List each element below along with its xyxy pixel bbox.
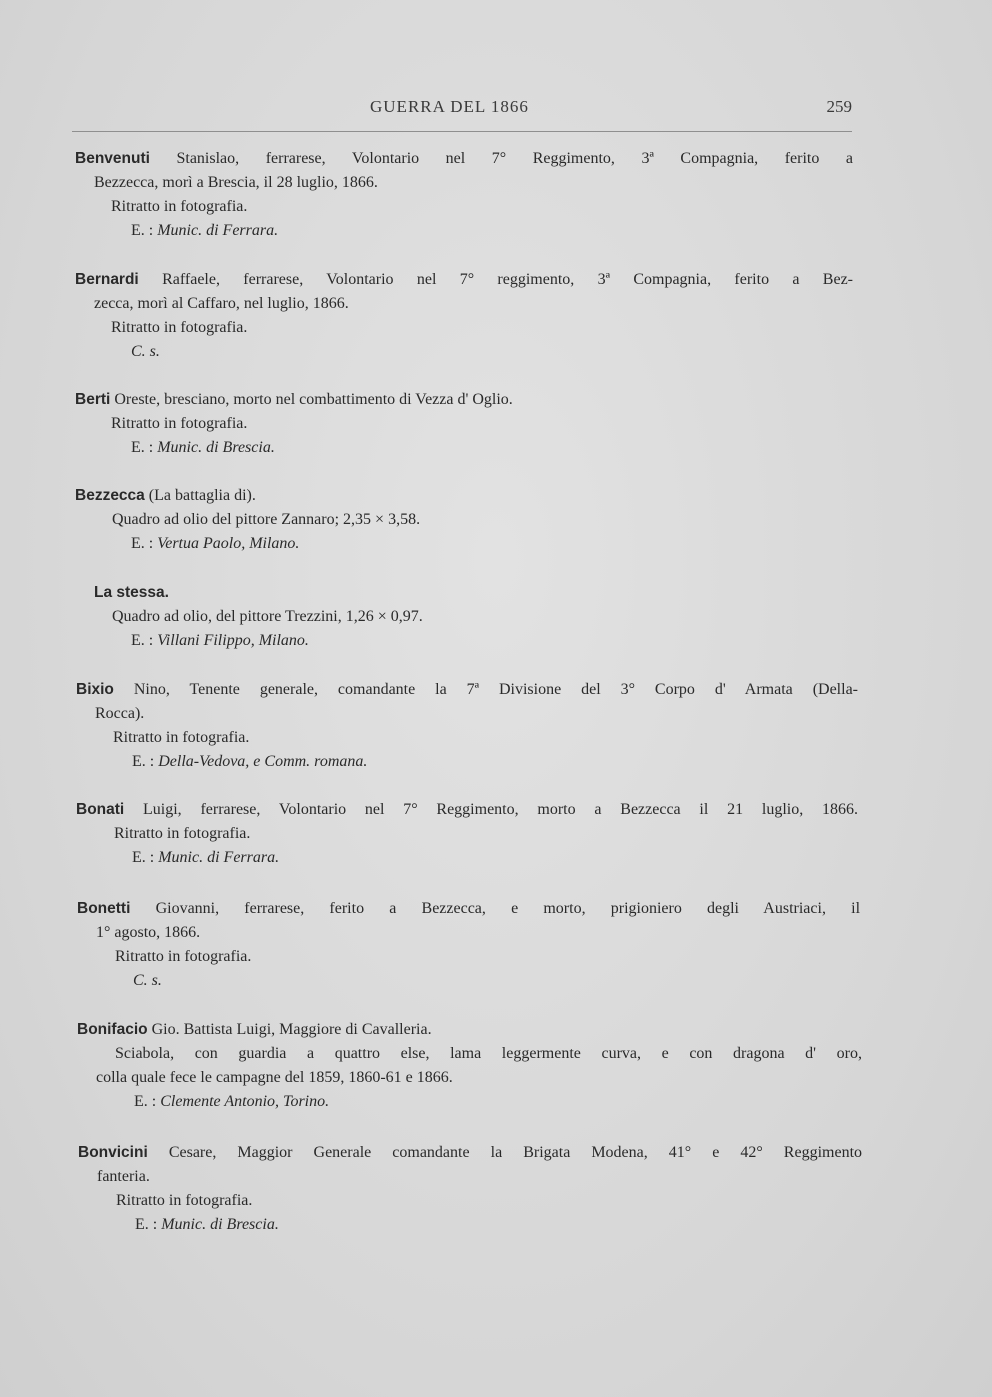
entry-description-cont: zecca, morì al Caffaro, nel luglio, 1866. <box>94 295 349 312</box>
entry-name: Bixio <box>76 681 114 698</box>
entry-item: Ritratto in fotografia. <box>111 198 248 215</box>
entry-source-prefix: E. : <box>131 439 154 456</box>
entry-name: Bezzecca <box>75 487 145 504</box>
entry-source: Della-Vedova, e Comm. romana. <box>158 753 368 770</box>
entry-source-prefix: E. : <box>134 1093 157 1110</box>
entry-description: (La battaglia di). <box>148 487 256 504</box>
entry-source: Vertua Paolo, Milano. <box>157 535 300 552</box>
entry-source-line <box>132 847 279 869</box>
entry-source: Clemente Antonio, Torino. <box>160 1093 330 1110</box>
running-header <box>72 97 852 125</box>
entry-first-line <box>75 148 853 170</box>
entry-item: Ritratto in fotografia. <box>114 825 251 842</box>
entry-description: Gio. Battista Luigi, Maggiore di Cavalleria. <box>151 1021 432 1038</box>
entry-name: Bonati <box>76 801 125 818</box>
entry-source-prefix: E. : <box>135 1216 158 1233</box>
entry-description: Cesare, Maggior Generale comandante la Brigata Modena, 41° e 42° Reggimento <box>168 1144 863 1161</box>
entry-description-cont: fanteria. <box>97 1168 150 1185</box>
entry-source-prefix: E. : <box>131 535 154 552</box>
header-title: GUERRA DEL 1866 <box>370 97 529 116</box>
entry-name: Bonifacio <box>77 1021 148 1038</box>
entry-description: Oreste, bresciano, morto nel combattimento di Vezza d' Oglio. <box>114 391 513 408</box>
entry-name: Benvenuti <box>75 150 150 167</box>
entry-item: Ritratto in fotografia. <box>111 415 248 432</box>
entry-first-line <box>78 1142 862 1164</box>
entry-name: Bonetti <box>77 900 131 917</box>
entry-item-cont: colla quale fece le campagne del 1859, 1860-61 e 1866. <box>96 1069 453 1086</box>
entry-source-prefix: E. : <box>132 849 155 866</box>
entry-name: Bernardi <box>75 271 139 288</box>
entry-source-line <box>134 1091 329 1113</box>
entry-first-line <box>94 582 169 604</box>
entry-name: La stessa. <box>94 584 169 601</box>
entry-first-line <box>75 389 513 411</box>
entry-item: Ritratto in fotografia. <box>113 729 250 746</box>
entry-source: C. s. <box>133 972 162 989</box>
entry-item: Ritratto in fotografia. <box>111 319 248 336</box>
entry-description: Nino, Tenente generale, comandante la 7ª Divisione del 3° Corpo d' Armata (Della- <box>133 681 859 698</box>
entry-description-cont: Rocca). <box>95 705 145 722</box>
entry-source-line <box>131 533 299 555</box>
entry-source-line <box>131 220 278 242</box>
entry-item: Ritratto in fotografia. <box>115 948 252 965</box>
entry-source-prefix: E. : <box>131 632 154 649</box>
page-number: 259 <box>826 97 852 116</box>
entry-source-line <box>131 630 309 652</box>
entry-first-line <box>76 679 858 701</box>
entry-first-line <box>75 269 853 291</box>
entry-description: Giovanni, ferrarese, ferito a Bezzecca, e morto, prigioniero degli Austriaci, il <box>155 900 861 917</box>
entry-first-line <box>75 485 256 507</box>
entry-first-line <box>76 799 858 821</box>
entry-first-line <box>77 1019 432 1041</box>
entry-source-line <box>135 1214 279 1236</box>
entry-source: Munic. di Ferrara. <box>157 222 279 239</box>
entry-first-line <box>77 898 860 920</box>
entry-description-cont: Bezzecca, morì a Brescia, il 28 luglio, 1866. <box>94 174 378 191</box>
entry-description: Luigi, ferrarese, Volontario nel 7° Reggimento, morto a Bezzecca il 21 luglio, 1866. <box>143 801 858 818</box>
entry-source: Munic. di Ferrara. <box>158 849 280 866</box>
entry-source: Munic. di Brescia. <box>157 439 275 456</box>
entry-description: Raffaele, ferrarese, Volontario nel 7° reggimento, 3ª Compagnia, ferito a Bez- <box>162 271 854 288</box>
entry-item: Quadro ad olio, del pittore Trezzini, 1,26 × 0,97. <box>112 608 423 625</box>
header-rule <box>72 131 852 132</box>
entry-description: Stanislao, ferrarese, Volontario nel 7° Reggimento, 3ª Compagnia, ferito a <box>176 150 853 167</box>
entry-source: C. s. <box>131 343 160 360</box>
entry-name: Bonvicini <box>78 1144 148 1161</box>
entry-source: Munic. di Brescia. <box>161 1216 279 1233</box>
entry-item: Ritratto in fotografia. <box>116 1192 253 1209</box>
entry-source-line <box>132 751 367 773</box>
entry-source-prefix: E. : <box>131 222 154 239</box>
entry-source-prefix: E. : <box>132 753 155 770</box>
entry-item: Quadro ad olio del pittore Zannaro; 2,35 × 3,58. <box>112 511 421 528</box>
entry-description-cont: 1° agosto, 1866. <box>96 924 201 941</box>
entry-source-line <box>131 437 275 459</box>
entry-item: Sciabola, con guardia a quattro else, lama leggermente curva, e con dragona d' oro, <box>115 1045 862 1062</box>
entry-name: Berti <box>75 391 111 408</box>
entry-source: Villani Filippo, Milano. <box>157 632 309 649</box>
